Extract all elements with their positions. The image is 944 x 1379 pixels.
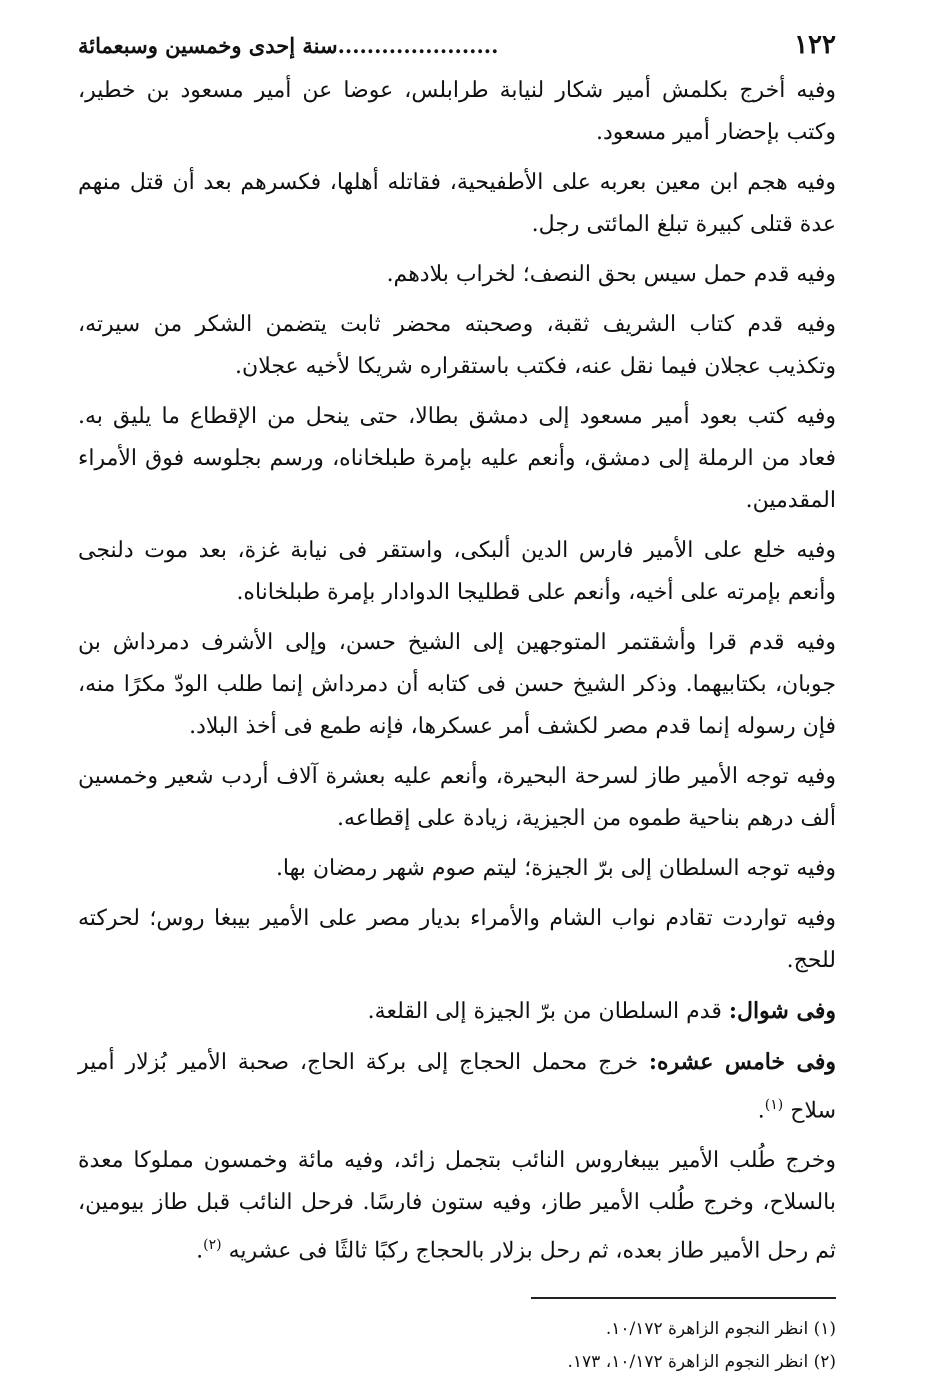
paragraph-text: وفيه توجه السلطان إلى برّ الجيزة؛ ليتم صوم شهر رمضان بها. [275, 856, 836, 881]
paragraph-tail: . [196, 1238, 204, 1264]
footnotes [78, 1313, 836, 1379]
paragraph-text: وفيه خلع على الأمير فارس الدين ألبكى، واستقر فى نيابة غزة، بعد موت دلنجى وأنعم بإمرته على أخيه، وأنعم على قطليجا الدوادار بإمرة طبلخاناه. [78, 538, 836, 605]
paragraph [78, 898, 836, 982]
paragraph [78, 70, 836, 154]
paragraph [78, 622, 836, 748]
page-header [78, 30, 836, 64]
paragraph-text: وفيه قدم قرا وأشقتمر المتوجهين إلى الشيخ حسن، وإلى الأشرف دمرداش بن جوبان، بكتابيهما. وذكر الشيخ حسن فى كتابه أن دمرداش إنما طلب الودّ مكرًا منه، فإن رسوله إنما قدم مصر لكشف أمر عسكرها، فإنه طمع فى أخذ البلاد. [78, 630, 836, 739]
footnote: (١) انظر النجوم الزاهرة ١٠/١٧٢. [605, 1318, 836, 1339]
paragraph-text: خرج محمل الحجاج إلى بركة الحاج، صحبة الأمير بُزلار أمير سلاح [78, 1050, 836, 1124]
footnote: (٢) انظر النجوم الزاهرة ١٠/١٧٢، ١٧٣. [567, 1351, 836, 1372]
paragraph-text: وفيه قدم كتاب الشريف ثقبة، وصحبته محضر ثابت يتضمن الشكر من سيرته، وتكذيب عجلان فيما نقل عنه، فكتب باستقراره شريكا لأخيه عجلان. [78, 312, 836, 379]
paragraph-lead: وفى خامس عشره: [648, 1049, 836, 1075]
footnote-ref: (١) [764, 1097, 784, 1113]
paragraph [78, 1140, 836, 1272]
paragraph-text: وفيه قدم حمل سيس بحق النصف؛ لخراب بلادهم. [386, 262, 836, 287]
paragraph [78, 990, 836, 1033]
paragraph [78, 848, 836, 890]
paragraph [78, 1041, 836, 1132]
footnote-ref: (٢) [203, 1237, 222, 1254]
paragraph-tail: . [757, 1098, 765, 1124]
paragraph-text: قدم السلطان من برّ الجيزة إلى القلعة. [367, 999, 729, 1024]
paragraph-text: وفيه تواردت تقادم نواب الشام والأمراء بديار مصر على الأمير بيبغا روس؛ لحركته للحج. [78, 906, 836, 973]
paragraph [78, 304, 836, 388]
paragraph [78, 254, 836, 296]
paragraph-text: وفيه هجم ابن معين بعربه على الأطفيحية، فقاتله أهلها، فكسرهم بعد أن قتل منهم عدة قتلى كبيرة تبلغ المائتى رجل. [78, 170, 836, 237]
body-text [78, 70, 836, 1273]
paragraph [78, 530, 836, 614]
paragraph-lead: وفى شوال: [728, 998, 836, 1024]
paragraph [78, 396, 836, 522]
paragraph [78, 756, 836, 840]
paragraph-text: وفيه أخرج بكلمش أمير شكار لنيابة طرابلس، عوضا عن أمير مسعود بن خطير، وكتب بإحضار أمير مسعود. [78, 78, 836, 145]
paragraph-text: وخرج طُلب الأمير بيبغاروس النائب بتجمل زائد، وفيه مائة وخمسون مملوكا معدة بالسلاح، وخرج طُلب الأمير طاز، وفيه ستون فارسًا. فرحل النائب قبل طاز بيومين، ثم رحل الأمير طاز بعده، ثم رحل بزلار بالحجاج ركبًا ثالثًا فى عشريه [78, 1148, 836, 1264]
running-title: ......................سنة إحدى وخمسين وسبعمائة [78, 33, 499, 58]
page-number: ١٢٢ [794, 30, 836, 60]
paragraph-text: وفيه توجه الأمير طاز لسرحة البحيرة، وأنعم عليه بعشرة آلاف أردب شعير وخمسين ألف درهم بناحية طموه من الجيزية، زيادة على إقطاعه. [78, 764, 836, 831]
footnote-divider [531, 1297, 836, 1299]
paragraph [78, 162, 836, 246]
paragraph-text: وفيه كتب بعود أمير مسعود إلى دمشق بطالا، حتى ينحل من الإقطاع ما يليق به. فعاد من الرملة إلى دمشق، وأنعم عليه بإمرة طبلخاناه، ورسم بجلوسه فوق الأمراء المقدمين. [78, 404, 836, 513]
